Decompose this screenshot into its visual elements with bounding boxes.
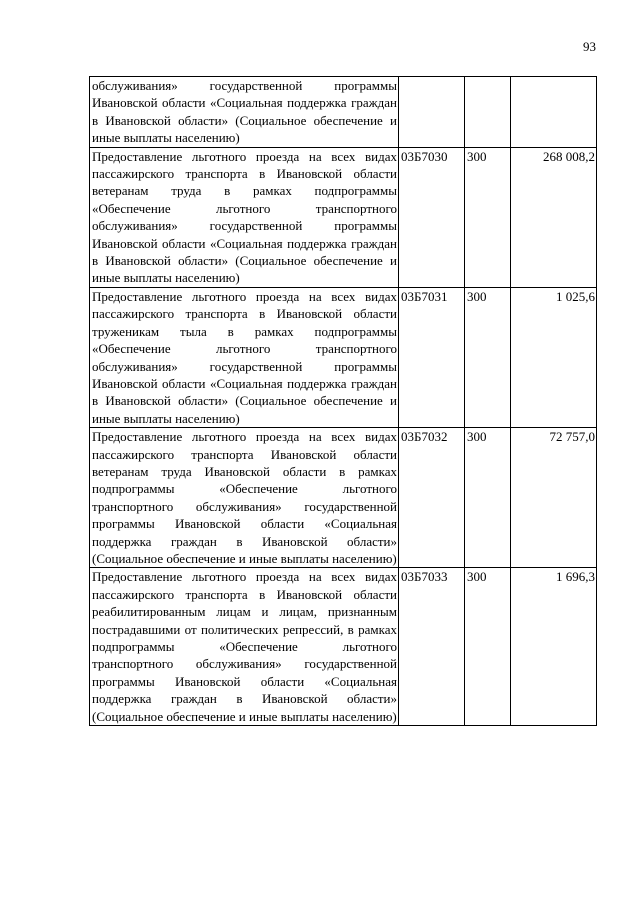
expense-type-code: 300 [465, 568, 511, 726]
table-row [90, 428, 597, 568]
row-description: Предоставление льготного проезда на всех видах пассажирского транспорта в Ивановской области реабилитированным лицам и лицам, признанным пострадавшими от политических репрессий, в рамках подпрограммы «Обеспечение льготного транспортного обслуживания» государственной программы Ивановской области «Социальная поддержка граждан в Ивановской области» (Социальное обеспечение и иные выплаты населению) [90, 568, 399, 726]
table-row [90, 147, 597, 287]
expense-type-code: 300 [465, 287, 511, 427]
target-article-code: 03Б7033 [399, 568, 465, 726]
page-number: 93 [583, 39, 596, 54]
amount: 268 008,2 [511, 147, 597, 287]
row-description: Предоставление льготного проезда на всех видах пассажирского транспорта в Ивановской области труженикам тыла в рамках подпрограммы «Обеспечение льготного транспортного обслуживания» государственной программы Ивановской области «Социальная поддержка граждан в Ивановской области» (Социальное обеспечение и иные выплаты населению) [90, 287, 399, 427]
amount: 1 696,3 [511, 568, 597, 726]
expense-type-code [465, 77, 511, 148]
table-row [90, 287, 597, 427]
target-article-code [399, 77, 465, 148]
target-article-code: 03Б7032 [399, 428, 465, 568]
expense-type-code: 300 [465, 428, 511, 568]
target-article-code: 03Б7031 [399, 287, 465, 427]
table-row [90, 77, 597, 148]
amount: 1 025,6 [511, 287, 597, 427]
budget-table [89, 76, 597, 726]
row-description: обслуживания» государственной программы Ивановской области «Социальная поддержка граждан в Ивановской области» (Социальное обеспечение и иные выплаты населению) [90, 77, 399, 148]
amount [511, 77, 597, 148]
expense-type-code: 300 [465, 147, 511, 287]
row-description: Предоставление льготного проезда на всех видах пассажирского транспорта в Ивановской области ветеранам труда в рамках подпрограммы «Обеспечение льготного транспортного обслуживания» государственной программы Ивановской области «Социальная поддержка граждан в Ивановской области» (Социальное обеспечение и иные выплаты населению) [90, 147, 399, 287]
table-row [90, 568, 597, 726]
target-article-code: 03Б7030 [399, 147, 465, 287]
amount: 72 757,0 [511, 428, 597, 568]
row-description: Предоставление льготного проезда на всех видах пассажирского транспорта Ивановской области ветеранам труда Ивановской области в рамках подпрограммы «Обеспечение льготного транспортного обслуживания» государственной программы Ивановской области «Социальная поддержка граждан в Ивановской области» (Социальное обеспечение и иные выплаты населению) [90, 428, 399, 568]
